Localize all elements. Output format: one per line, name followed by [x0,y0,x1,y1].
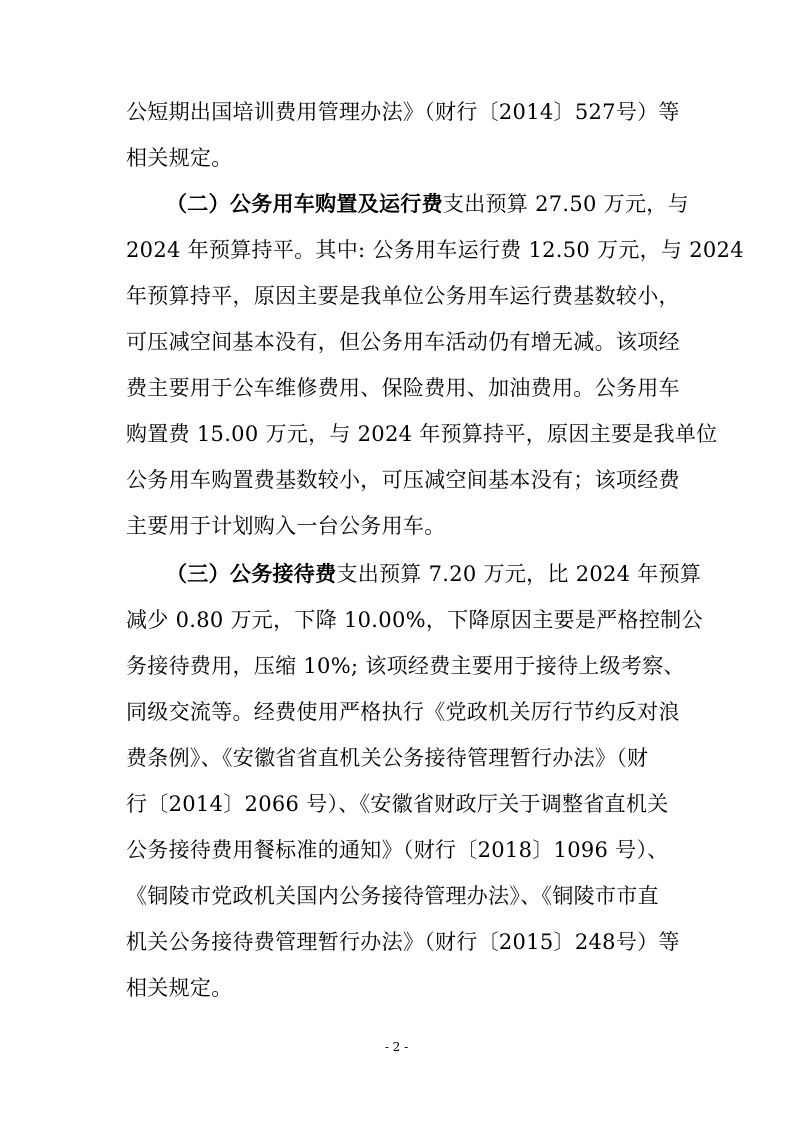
body-text: 支出预算 27.50 万元，与 [442,192,689,216]
body-text-line: 公务用车购置费基数较小，可压减空间基本没有；该项经费 [126,468,680,492]
body-text-line: 相关规定。 [126,976,233,1000]
body-text-line: 主要用于计划购入一台公务用车。 [126,514,446,538]
page-number: - 2 - [384,1040,409,1054]
body-text: 支出预算 7.20 万元，比 2024 年预算 [336,562,702,586]
body-text-line: 《铜陵市党政机关国内公务接待管理办法》、《铜陵市市直 [126,884,659,908]
paragraph-first-line [166,191,689,216]
body-text-line: 2024 年预算持平。其中: 公务用车运行费 12.50 万元，与 2024 [126,238,744,262]
section-heading: （二）公务用车购置及运行费 [166,191,443,216]
body-text-line: 相关规定。 [126,146,233,170]
body-text-line: 务接待费用，压缩 10%; 该项经费主要用于接待上级考察、 [126,654,685,678]
body-text-line: 年预算持平，原因主要是我单位公务用车运行费基数较小， [126,284,680,308]
body-text-line: 机关公务接待费管理暂行办法》（财行〔2015〕248号）等 [126,930,680,954]
body-text-line: 购置费 15.00 万元，与 2024 年预算持平，原因主要是我单位 [126,422,718,446]
body-text-line: 行〔2014〕2066 号）、《安徽省财政厅关于调整省直机关 [126,792,669,816]
body-text-line: 减少 0.80 万元，下降 10.00%，下降原因主要是严格控制公 [126,608,703,632]
section-heading: （三）公务接待费 [166,561,337,586]
body-text-line: 费条例》、《安徽省省直机关公务接待管理暂行办法》（财 [126,746,649,770]
body-text-line: 可压减空间基本没有，但公务用车活动仍有增无减。该项经 [126,330,680,354]
body-text-line: 公务接待费用餐标准的通知》（财行〔2018〕1096 号）、 [126,838,669,862]
body-text-line: 公短期出国培训费用管理办法》（财行〔2014〕527号）等 [126,100,680,124]
body-text-line: 费主要用于公车维修费用、保险费用、加油费用。公务用车 [126,376,680,400]
paragraph-first-line [166,561,702,586]
body-text-line: 同级交流等。经费使用严格执行《党政机关厉行节约反对浪 [126,700,680,724]
